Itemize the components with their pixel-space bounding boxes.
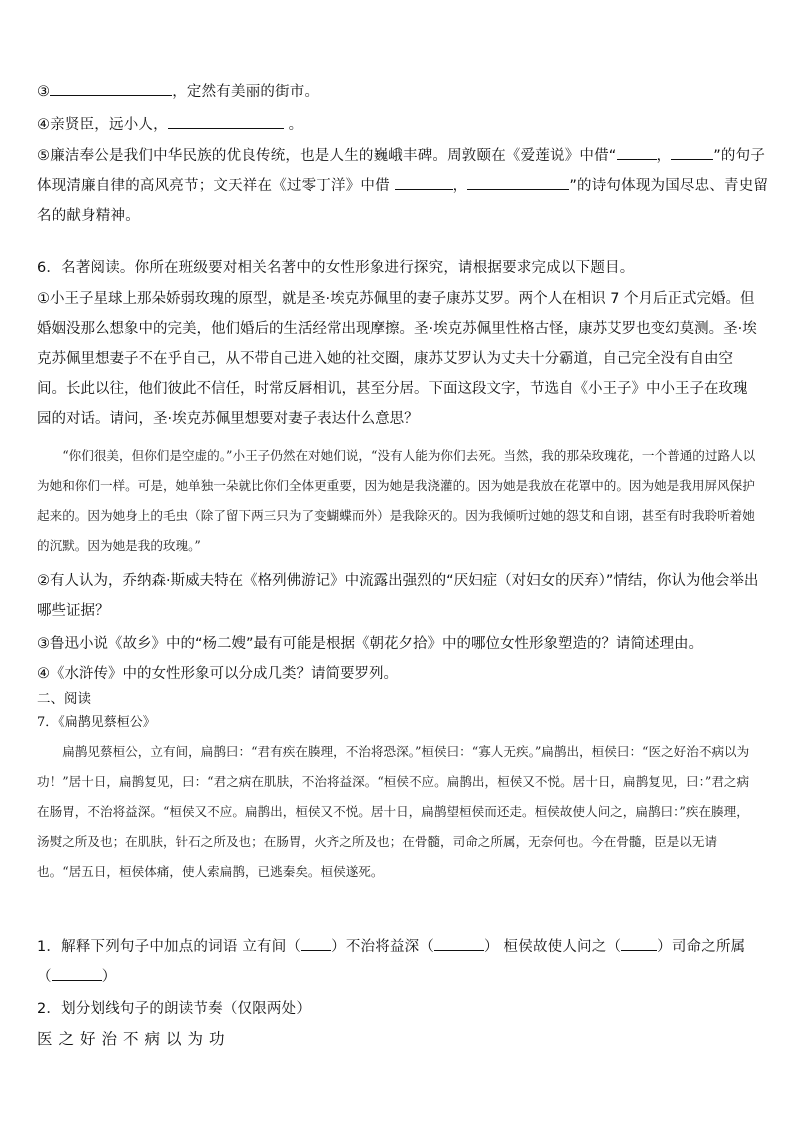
answer-blank[interactable] <box>52 964 102 981</box>
q5-item-5: ⑤廉洁奉公是我们中华民族的优良传统，也是人生的巍峨丰碑。周敦颐在《爱莲说》中借“ ， ”的句子 体现清廉自律的高风亮节；文天祥在《过零丁洋》中借 ， ”的诗句体现为国尽忠、青史留 名的献身精神。 <box>37 141 759 231</box>
answer-blank[interactable] <box>301 934 331 951</box>
q7-classical-text: 扁鹊见蔡桓公，立有间，扁鹊曰：“君有疾在腠理，不治将恐深。”桓侯曰：“寡人无疾。”扁鹊出，桓侯曰：“医之好治不病以为功！”居十日，扁鹊复见，曰：“君之病在肌肤，不治将益深。“桓侯不应。扁鹊出，桓侯又不悦。居十日，扁鹊复见，曰：”君之病在肠胃，不治将益深。“桓侯又不应。扁鹊出，桓侯又不悦。居十日，扁鹊望桓侯而还走。桓侯故使人问之，扁鹊曰：”疾在腠理，汤熨之所及也；在肌肤，针石之所及也；在肠胃，火齐之所及也；在骨髓，司命之所属，无奈何也。今在骨髓，臣是以无请也。“居五日，桓侯体痛，使人索扁鹊，已逃秦矣。桓侯遂死。 <box>37 744 750 879</box>
answer-blank[interactable] <box>671 143 713 160</box>
q6-item-1: ①小王子星球上那朵娇弱玫瑰的原型，就是圣·埃克苏佩里的妻子康苏艾罗。两个人在相识 7 个月后正式完婚。但婚姻没那么想象中的完美，他们婚后的生活经常出现摩擦。圣·埃克苏佩里性格古怪，康苏艾罗也变幻莫测。圣·埃克苏佩里想妻子不在乎自己，从不带自己进入她的社交圈，康苏艾罗认为丈夫十分霸道，自己完全没有自由空间。长此以往，他们彼此不信任，时常反唇相讥，甚至分居。下面这段文字，节选自《小王子》中小王子在玫瑰园的对话。请问，圣·埃克苏佩里想要对妻子表达什么意思？ <box>37 291 757 427</box>
answer-blank[interactable] <box>617 143 657 160</box>
answer-blank[interactable] <box>467 173 569 190</box>
q5-item-3: ③ ，定然有美丽的街市。 <box>37 77 759 107</box>
answer-blank[interactable] <box>168 112 284 129</box>
q6-item-3: ③鲁迅小说《故乡》中的“杨二嫂”最有可能是根据《朝花夕拾》中的哪位女性形象塑造的？请简述理由。 <box>37 636 704 652</box>
answer-blank[interactable] <box>434 934 484 951</box>
q7-title: 7．《扁鹊见蔡桓公》 <box>37 715 156 730</box>
section-heading: 二、阅读 <box>37 691 91 707</box>
q6-title: 6．名著阅读。你所在班级要对相关名著中的女性形象进行探究，请根据要求完成以下题目。 <box>37 260 635 276</box>
answer-blank[interactable] <box>621 934 657 951</box>
q7-sub-2-title: 2．划分划线句子的朗读节奏（仅限两处） <box>37 1001 312 1017</box>
q6-item-2: ②有人认为，乔纳森·斯威夫特在《格列佛游记》中流露出强烈的“厌妇症（对妇女的厌弃）”情结，你认为他会举出哪些证据？ <box>37 573 759 619</box>
q6-excerpt: “你们很美，但你们是空虚的。”小王子仍然在对她们说，“没有人能为你们去死。当然，我的那朵玫瑰花，一个普通的过路人以为她和你们一样。可是，她单独一朵就比你们全体更重要，因为她是我浇灌的。因为她是我放在花罩中的。因为她是我用屏风保护起来的。因为她身上的毛虫（除了留下两三只为了变蝴蝶而外）是我除灭的。因为我倾听过她的怨艾和自诩，甚至有时我聆听着她的沉默。因为她是我的玫瑰。” <box>37 448 756 553</box>
answer-blank[interactable] <box>395 173 453 190</box>
q5-item-4: ④亲贤臣，远小人， 。 <box>37 110 759 140</box>
q6-item-4: ④《水浒传》中的女性形象可以分成几类？请简要罗列。 <box>37 666 398 682</box>
q7-sub-1: 1．解释下列句子中加点的词语 立有间（ ）不治将益深（ ） 桓侯故使人问之（ ）司命之所属 <box>37 932 759 962</box>
q7-sub-1-cont: （ ） <box>37 962 759 992</box>
q7-sub-2-sentence: 医之好治不病以为功 <box>37 1030 231 1048</box>
answer-blank[interactable] <box>50 79 172 96</box>
